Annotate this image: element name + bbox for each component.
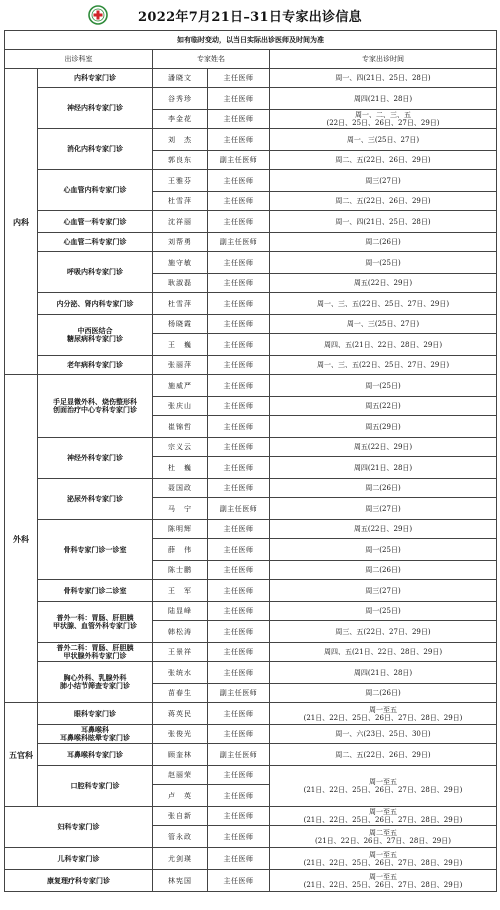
clinic-time: 周三(27日) [365,176,401,185]
doctor-title: 主任医师 [208,252,270,274]
clinic-dates: (22日、25日、26日、27日、29日) [326,119,440,127]
doctor-name: 尤剑瑛 [153,848,208,870]
clinic-time: 周一、三(25日、27日) [346,320,420,328]
clinic-dates: (21日、22日、25日、26日、27日、28日、29日) [303,880,463,889]
doctor-name: 张统水 [153,662,208,684]
department-cell [38,602,153,643]
clinic-time-cell [270,252,497,274]
department-cell [38,438,153,479]
doctor-name: 林宪国 [153,870,208,892]
clinic-time: 周四(21日、28日) [353,94,413,103]
column-header-doctor: 专家姓名 [153,50,270,69]
doctor-name: 宗义云 [153,438,208,457]
clinic-time-cell [270,662,497,684]
doctor-name: 沈祥丽 [153,211,208,233]
schedule-row [5,520,497,539]
department-cell [38,233,153,252]
clinic-time: 周一、四(21日、25日、28日) [335,74,431,82]
department-name: 胸心外科、乳腺外科 [63,673,127,682]
category-cell: 五官科 [5,703,38,807]
doctor-title: 副主任医师 [208,684,270,703]
department-name: 普外二科：胃肠、肝胆胰 [56,643,134,652]
doctor-name: 杜 巍 [153,457,208,479]
clinic-time: 周五(22日、29日) [353,525,413,533]
doctor-name: 刘 杰 [153,129,208,151]
clinic-time-cell [270,170,497,192]
clinic-time-cell [270,621,497,643]
clinic-time-cell [270,580,497,602]
clinic-time: 周一、六(23日、25日、30日) [335,730,431,738]
department-name: 儿科专家门诊 [57,853,100,863]
schedule-row [5,725,497,744]
clinic-dates: (21日、22日、26日、27日、28日、29日) [315,836,451,845]
doctor-title: 主任医师 [208,870,270,892]
department-name: 普外一科：胃肠、肝胆胰 [56,613,134,622]
schedule-row [5,293,497,315]
doctor-name: 杜雪萍 [153,192,208,211]
clinic-time-cell [270,703,497,725]
clinic-time: 周四、五(21日、22日、28日、29日) [323,648,443,656]
department-cell [38,170,153,211]
clinic-time-cell [270,479,497,498]
department-cell [38,580,153,602]
schedule-row [5,129,497,151]
clinic-time-cell [270,826,497,848]
clinic-time-cell [270,397,497,416]
department-name: 泌尿外科专家门诊 [67,494,123,503]
column-header-dept: 出诊科室 [5,50,153,69]
doctor-title: 主任医师 [208,293,270,315]
doctor-title: 主任医师 [208,334,270,356]
department-cell [38,725,153,744]
clinic-time-cell [270,334,497,356]
clinic-time: 周四(21日、28日) [353,668,413,677]
doctor-title: 主任医师 [208,438,270,457]
doctor-name: 张庆山 [153,397,208,416]
schedule-row [5,848,497,870]
clinic-time-cell [270,520,497,539]
department-name-line2: 糖尿病科专家门诊 [67,334,123,343]
schedule-row [5,69,497,88]
notice-text: 如有临时变动，以当日实际出诊医师及时间为准 [5,31,497,50]
schedule-row [5,88,497,110]
doctor-name: 张俊光 [153,725,208,744]
schedule-row [5,479,497,498]
clinic-time-cell [270,438,497,457]
doctor-name: 陈明辉 [153,520,208,539]
clinic-time-cell [270,211,497,233]
clinic-time-cell [270,88,497,110]
clinic-time: 周四、五(21日、22日、28日、29日) [323,340,443,349]
clinic-time-cell [270,561,497,580]
department-name: 口腔科专家门诊 [70,781,120,790]
doctor-title: 主任医师 [208,416,270,438]
clinic-time-cell [270,293,497,315]
schedule-row [5,233,497,252]
doctor-name: 顾奎林 [153,744,208,766]
page-header [0,0,500,30]
doctor-title: 主任医师 [208,129,270,151]
clinic-time-cell [270,725,497,744]
department-name: 消化内科专家门诊 [67,144,123,153]
department-name: 耳鼻喉科专家门诊 [67,749,123,759]
doctor-name: 郭良东 [153,151,208,170]
department-name-line2: 创面治疗中心专科专家门诊 [53,405,137,414]
clinic-time-cell [270,69,497,88]
doctor-title: 主任医师 [208,826,270,848]
doctor-title: 主任医师 [208,211,270,233]
doctor-name: 施威严 [153,375,208,397]
doctor-title: 主任医师 [208,479,270,498]
doctor-name: 管永政 [153,826,208,848]
doctor-name: 苗春生 [153,684,208,703]
clinic-time-cell [270,870,497,892]
department-cell [5,870,153,892]
doctor-title: 主任医师 [208,397,270,416]
clinic-time-cell [270,315,497,334]
doctor-title: 副主任医师 [208,151,270,170]
page-title: 2022年7月21日–31日专家出诊信息 [138,9,362,25]
doctor-name: 王 巍 [153,334,208,356]
doctor-title: 主任医师 [208,520,270,539]
column-header-time: 专家出诊时间 [270,50,497,69]
doctor-title: 主任医师 [208,88,270,110]
clinic-time: 周二(26日) [365,689,401,697]
department-cell [38,129,153,170]
doctor-name: 陆显峰 [153,602,208,621]
schedule-row [5,252,497,274]
clinic-time: 周一(25日) [365,258,401,267]
schedule-row [5,766,497,785]
clinic-time: 周二、五(22日、26日、29日) [335,750,431,759]
clinic-time: 周一至五 [369,705,397,714]
doctor-title: 副主任医师 [208,744,270,766]
clinic-time: 周五(22日、29日) [353,279,413,287]
doctor-name: 谷秀珍 [153,88,208,110]
clinic-time-cell [270,498,497,520]
clinic-time: 周一至五 [369,808,397,816]
doctor-name: 杜雪萍 [153,293,208,315]
clinic-time: 周一、三、五(22日、25日、27日、29日) [316,299,450,308]
doctor-name: 马 宁 [153,498,208,520]
clinic-time-cell [270,602,497,621]
column-header-row [5,50,497,69]
doctor-name: 杨晓霞 [153,315,208,334]
department-name: 呼吸内科专家门诊 [67,267,123,276]
doctor-title: 主任医师 [208,602,270,621]
schedule-row [5,211,497,233]
clinic-time-cell [270,539,497,561]
doctor-title: 主任医师 [208,580,270,602]
doctor-name: 潘晓文 [153,69,208,88]
clinic-time: 周一、三(25日、27日) [346,135,420,144]
clinic-time: 周一(25日) [365,545,401,554]
department-cell [38,88,153,129]
doctor-name: 陈士鹏 [153,561,208,580]
clinic-dates: (21日、22日、25日、26日、27日、28日、29日) [303,713,463,722]
clinic-time-cell [270,233,497,252]
schedule-row [5,807,497,826]
department-cell [5,807,153,848]
clinic-time-cell [270,192,497,211]
clinic-time: 周二至五 [369,828,397,837]
department-name: 手足显微外科、烧伤整形科 [53,397,137,406]
clinic-time: 周一、三、五(22日、25日、27日、29日) [316,361,450,369]
doctor-name: 薛 伟 [153,539,208,561]
doctor-title: 主任医师 [208,69,270,88]
doctor-name: 施守敏 [153,252,208,274]
department-cell [38,356,153,375]
clinic-time: 周三、五(22日、27日、29日) [335,627,431,636]
doctor-title: 主任医师 [208,110,270,129]
department-name: 神经外科专家门诊 [67,453,123,462]
notice-row [5,31,497,50]
doctor-title: 主任医师 [208,457,270,479]
doctor-title: 主任医师 [208,807,270,826]
department-cell [38,315,153,356]
doctor-title: 主任医师 [208,848,270,870]
doctor-name: 赵丽荣 [153,766,208,785]
clinic-time: 周五(22日、29日) [353,443,413,451]
department-cell [38,375,153,438]
clinic-time-cell [270,643,497,662]
clinic-time: 周三(27日) [365,586,401,595]
clinic-time: 周二(26日) [365,238,401,246]
department-name: 耳鼻喉科 [81,725,109,734]
schedule-row [5,438,497,457]
doctor-title: 主任医师 [208,356,270,375]
department-name: 骨科专家门诊一诊室 [63,544,127,554]
clinic-time: 周五(29日) [365,422,401,431]
schedule-row [5,703,497,725]
hospital-logo-icon [88,5,108,25]
clinic-time: 周三(27日) [365,504,401,513]
department-name-line2: 肺小结节筛查专家门诊 [60,681,130,690]
department-cell [38,252,153,293]
clinic-time-cell [270,744,497,766]
clinic-time: 周二(26日) [365,484,401,492]
clinic-time: 周二、五(22日、26日、29日) [335,197,431,205]
schedule-row [5,170,497,192]
clinic-time: 周五(22日) [365,402,401,410]
schedule-table [4,30,497,892]
clinic-time-cell [270,274,497,293]
doctor-title: 主任医师 [208,643,270,662]
doctor-name: 卢 英 [153,785,208,807]
schedule-row [5,356,497,375]
clinic-time-cell [270,457,497,479]
schedule-row [5,315,497,334]
schedule-row [5,580,497,602]
clinic-time-cell [270,375,497,397]
department-cell [38,211,153,233]
doctor-name: 王 军 [153,580,208,602]
doctor-name: 蒋英民 [153,703,208,725]
clinic-time-cell [270,684,497,703]
doctor-title: 主任医师 [208,192,270,211]
department-cell [38,520,153,580]
department-cell [38,744,153,766]
clinic-time: 周一、二、三、五 [355,111,411,119]
department-name: 内分泌、肾内科专家门诊 [56,298,134,308]
department-cell [38,703,153,725]
clinic-time-cell [270,848,497,870]
clinic-time-cell [270,766,497,807]
schedule-row [5,643,497,662]
clinic-time-cell [270,129,497,151]
doctor-name: 崔锦哲 [153,416,208,438]
doctor-title: 主任医师 [208,315,270,334]
schedule-row [5,744,497,766]
doctor-name: 刘帮勇 [153,233,208,252]
department-cell [38,662,153,703]
doctor-name: 王雅芬 [153,170,208,192]
doctor-title: 主任医师 [208,539,270,561]
clinic-time: 周四(21日、28日) [353,463,413,472]
department-name: 眼科专家门诊 [74,708,116,718]
category-cell: 外科 [5,375,38,703]
clinic-time: 周一(25日) [365,607,401,615]
department-name: 老年病科专家门诊 [67,360,123,369]
doctor-title: 主任医师 [208,274,270,293]
clinic-dates: (21日、22日、25日、26日、27日、28日、29日) [303,816,463,824]
doctor-name: 张自新 [153,807,208,826]
department-cell [38,293,153,315]
doctor-name: 李金花 [153,110,208,129]
department-name: 内科专家门诊 [74,73,116,82]
doctor-title: 主任医师 [208,725,270,744]
department-cell [5,848,153,870]
schedule-row [5,870,497,892]
department-cell [38,643,153,662]
department-cell [38,69,153,88]
department-name: 心血管二科专家门诊 [63,237,127,246]
doctor-title: 副主任医师 [208,498,270,520]
clinic-time-cell [270,110,497,129]
clinic-time: 周二(26日) [365,566,401,574]
doctor-title: 主任医师 [208,621,270,643]
clinic-time: 周一(25日) [365,381,401,390]
clinic-time: 周一至五 [369,850,397,859]
category-cell: 内科 [5,69,38,375]
schedule-row [5,375,497,397]
clinic-time-cell [270,416,497,438]
clinic-time-cell [270,807,497,826]
doctor-name: 张丽萍 [153,356,208,375]
schedule-row [5,602,497,621]
schedule-row [5,662,497,684]
clinic-dates: (21日、22日、25日、26日、27日、28日、29日) [303,786,463,794]
clinic-time: 周一至五 [369,872,397,881]
department-name: 骨科专家门诊二诊室 [63,585,127,595]
department-name: 康复理疗科专家门诊 [47,875,110,885]
department-name-line2: 甲状腺外科专家门诊 [63,651,127,660]
doctor-title: 主任医师 [208,662,270,684]
department-name: 心血管一科专家门诊 [63,216,127,226]
department-cell [38,479,153,520]
doctor-name: 王景祥 [153,643,208,662]
doctor-title: 主任医师 [208,766,270,785]
department-name: 中西医结合 [77,326,113,335]
department-name: 心血管内科专家门诊 [63,185,127,194]
doctor-title: 主任医师 [208,703,270,725]
clinic-dates: (21日、22日、25日、26日、27日、28日、29日) [303,858,463,867]
department-cell [38,766,153,807]
doctor-title: 主任医师 [208,375,270,397]
doctor-title: 副主任医师 [208,233,270,252]
department-name-line2: 甲状腺、血管外科专家门诊 [53,621,137,630]
doctor-name: 聂国政 [153,479,208,498]
clinic-time: 周一至五 [369,778,397,786]
doctor-title: 主任医师 [208,785,270,807]
department-name: 神经内科专家门诊 [67,103,123,112]
department-name-line2: 耳鼻喉科眩晕专家门诊 [60,733,130,742]
clinic-time-cell [270,356,497,375]
doctor-name: 耿淑磊 [153,274,208,293]
clinic-time: 周二、五(22日、26日、29日) [335,156,431,164]
doctor-title: 主任医师 [208,170,270,192]
clinic-time-cell [270,151,497,170]
doctor-name: 韩松涛 [153,621,208,643]
department-name: 妇科专家门诊 [57,822,100,831]
doctor-title: 主任医师 [208,561,270,580]
clinic-time: 周一、四(21日、25日、28日) [335,217,431,226]
